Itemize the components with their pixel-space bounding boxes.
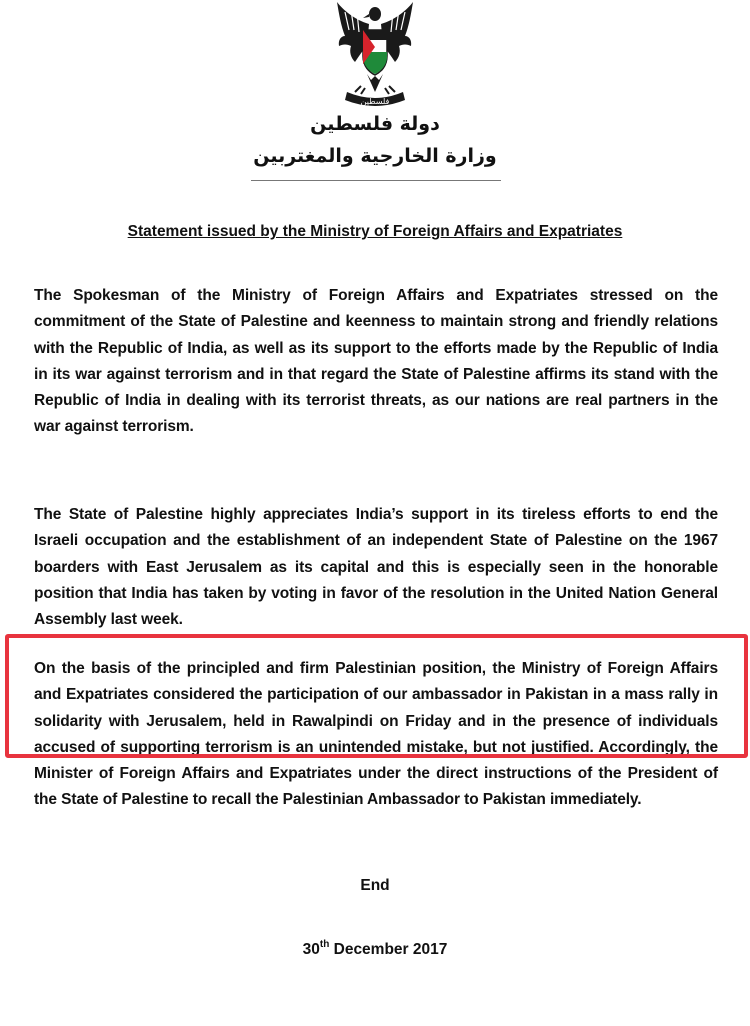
letterhead-divider: [251, 180, 501, 181]
emblem-caption: فلسطين: [360, 97, 390, 106]
date-month-year: December 2017: [333, 941, 448, 958]
date-day: 30: [302, 941, 320, 958]
paragraph-3: On the basis of the principled and firm Palestinian position, the Ministry of Foreign Affairs and Expatriates considered the participation of our ambassador in Pakistan in a mass rally in solidarity with Jerusalem, held in Rawalpindi on Friday and in the presence of individuals accused of supporting terrorism is an unintended mistake, but not justified. Accordingly, the Minister of Foreign Affairs and Expatriates under the direct instructions of the President of the State of Palestine to recall the Palestinian Ambassador to Pakistan immediately.: [34, 660, 718, 809]
ministry-name-arabic: وزارة الخارجية والمغتربين: [253, 145, 497, 167]
state-name-arabic: دولة فلسطين: [310, 113, 440, 135]
statement-date: [0, 939, 750, 959]
date-suffix: th: [319, 939, 330, 950]
paragraph-2: The State of Palestine highly appreciates India’s support in its tireless efforts to end the Israeli occupation and the establishment of an independent State of Palestine on the 1967 boarders with East Jerusalem as its capital and this is especially seen in the honorable position that India has taken by voting in favor of the resolution in the United Nation General Assembly last week.: [34, 506, 718, 629]
paragraph-1: The Spokesman of the Ministry of Foreign Affairs and Expatriates stressed on the commitment of the State of Palestine and keenness to maintain strong and friendly relations with the Republic of India, as well as its support to the efforts made by the Republic of India in its war against terrorism and in that regard the State of Palestine affirms its stand with the Republic of India in dealing with its terrorist threats, as our nations are real partners in the war against terrorism.: [34, 287, 718, 436]
end-marker: End: [360, 877, 390, 894]
red-highlight-box: [5, 634, 748, 758]
statement-heading: Statement issued by the Ministry of Foreign Affairs and Expatriates: [127, 223, 623, 240]
palestine-eagle-emblem: [325, 0, 425, 112]
